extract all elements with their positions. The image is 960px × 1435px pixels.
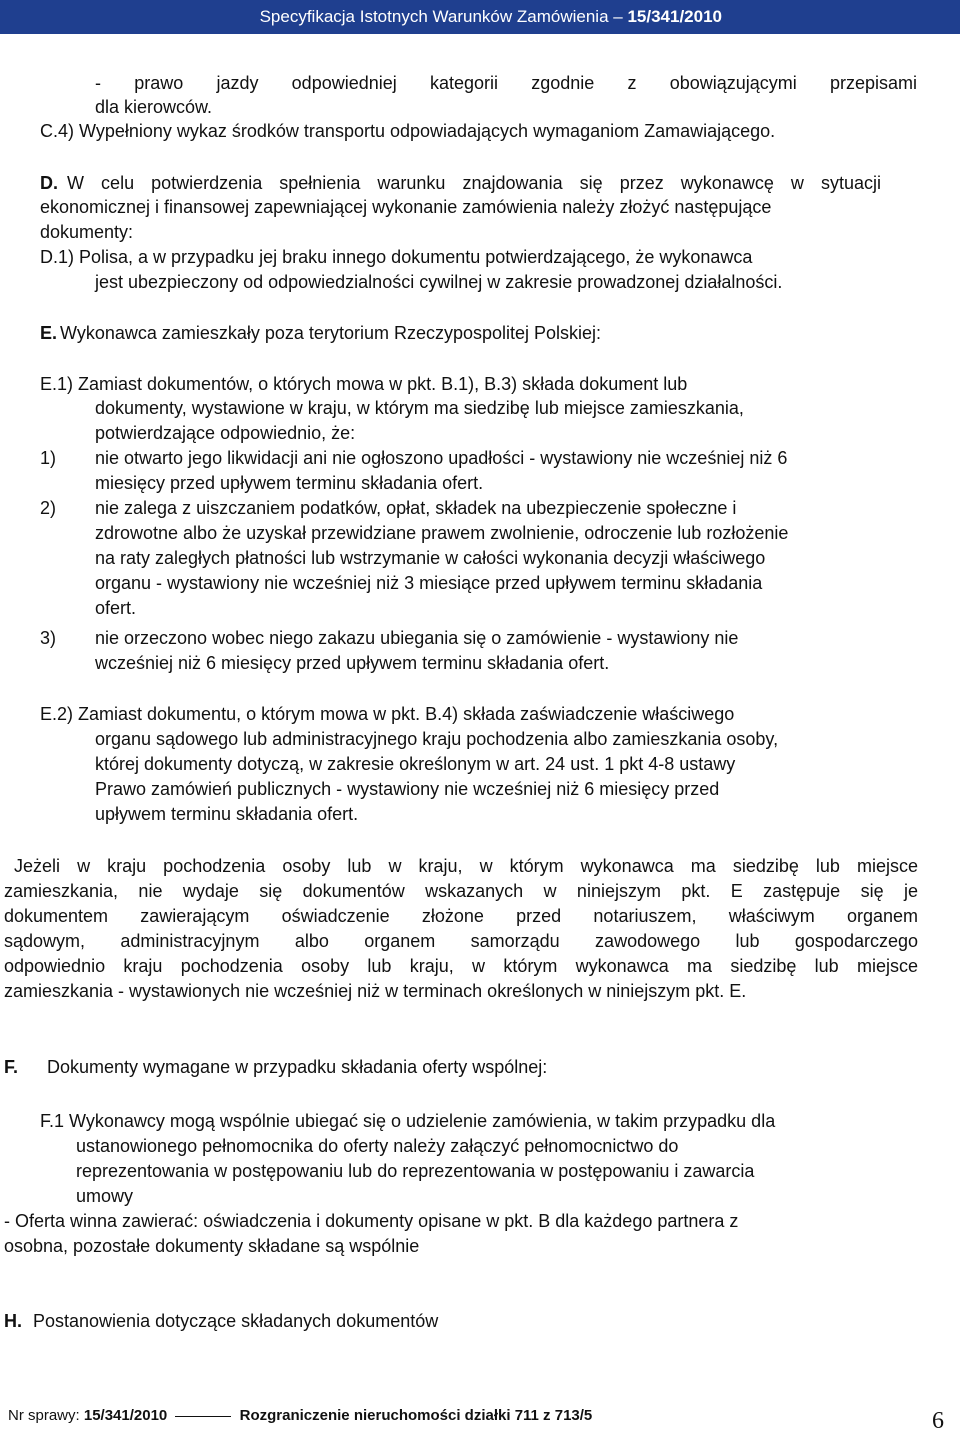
- text-line: upływem terminu składania ofert.: [95, 804, 359, 824]
- text-line: F.1 Wykonawcy mogą wspólnie ubiegać się o udzielenie zamówienia, w takim przypadku dla: [40, 1111, 776, 1131]
- text-line: potwierdzające odpowiednio, że:: [95, 423, 356, 443]
- text-line: miesięcy przed upływem terminu składania ofert.: [95, 473, 484, 493]
- footer-case-label: Nr sprawy:: [8, 1407, 80, 1424]
- section-d-label: D.: [40, 173, 58, 193]
- text-line: odpowiednio kraju pochodzenia osoby lub kraju, w którym wykonawca ma siedzibę lub miejsce: [4, 956, 918, 976]
- text-line: jest ubezpieczony od odpowiedzialności cywilnej w zakresie prowadzonej działalności.: [95, 272, 783, 292]
- text-line: W celu potwierdzenia spełnienia warunku znajdowania się przez wykonawcę w sytuacji: [67, 173, 881, 193]
- section-e-label: E.: [40, 323, 58, 343]
- text-line: C.4) Wypełniony wykaz środków transportu odpowiadających wymaganiom Zamawiającego.: [40, 121, 776, 141]
- section-h-label: H.: [4, 1311, 22, 1331]
- document-footer: [8, 1407, 592, 1424]
- footer-dash: [175, 1416, 231, 1417]
- page-number: 6: [932, 1408, 944, 1434]
- header-title: Specyfikacja Istotnych Warunków Zamówienia –: [259, 7, 623, 26]
- section-f-label: F.: [4, 1057, 19, 1077]
- section-f-title: Dokumenty wymagane w przypadku składania oferty wspólnej:: [47, 1057, 548, 1077]
- text-line: Prawo zamówień publicznych - wystawiony nie wcześniej niż 6 miesięcy przed: [95, 779, 720, 799]
- text-line: ofert.: [95, 598, 137, 618]
- text-line: której dokumenty dotyczą, w zakresie określonym w art. 24 ust. 1 pkt 4-8 ustawy: [95, 754, 736, 774]
- text-line: organu - wystawiony nie wcześniej niż 3 miesiące przed upływem terminu składania: [95, 573, 763, 593]
- text-line: dla kierowców.: [95, 97, 213, 117]
- text-line: D.1) Polisa, a w przypadku jej braku innego dokumentu potwierdzającego, że wykonawca: [40, 247, 753, 267]
- text-line: ekonomicznej i finansowej zapewniającej wykonanie zamówienia należy złożyć następujące: [40, 197, 772, 217]
- footer-subject: Rozgraniczenie nieruchomości działki 711 z 713/5: [239, 1407, 593, 1424]
- text-line: na raty zaległych płatności lub wstrzymanie w całości wykonania decyzji właściwego: [95, 548, 766, 568]
- text-line: nie zalega z uiszczaniem podatków, opłat, składek na ubezpieczenie społeczne i: [95, 498, 737, 518]
- text-line: nie orzeczono wobec niego zakazu ubiegania się o zamówienie - wystawiony nie: [95, 628, 739, 648]
- text-line: sądowym, administracyjnym albo organem samorządu zawodowego lub gospodarczego: [4, 931, 918, 951]
- list-number: 1): [40, 448, 57, 468]
- text-line: E.2) Zamiast dokumentu, o którym mowa w pkt. B.4) składa zaświadczenie właściwego: [40, 704, 735, 724]
- text-line: wcześniej niż 6 miesięcy przed upływem terminu składania ofert.: [95, 653, 610, 673]
- text-line: zdrowotne albo że uzyskał przewidziane prawem zwolnienie, odroczenie lub rozłożenie: [95, 523, 789, 543]
- list-number: 3): [40, 628, 57, 648]
- text-line: E.1) Zamiast dokumentów, o których mowa w pkt. B.1), B.3) składa dokument lub: [40, 374, 688, 394]
- text-line: Jeżeli w kraju pochodzenia osoby lub w kraju, w którym wykonawca ma siedzibę lub miejsce: [14, 856, 918, 876]
- text-line: dokumenty:: [40, 222, 134, 242]
- text-line: nie otwarto jego likwidacji ani nie ogłoszono upadłości - wystawiony nie wcześniej niż 6: [95, 448, 788, 468]
- section-h-title: Postanowienia dotyczące składanych dokumentów: [33, 1311, 439, 1331]
- text-line: osobna, pozostałe dokumenty składane są wspólnie: [4, 1236, 420, 1256]
- text-line: - Oferta winna zawierać: oświadczenia i dokumenty opisane w pkt. B dla każdego partnera z: [4, 1211, 739, 1231]
- text-line: dokumenty, wystawione w kraju, w którym ma siedzibę lub miejsce zamieszkania,: [95, 398, 744, 418]
- text-line: zamieszkania, nie wydaje się dokumentów wskazanych w niniejszym pkt. E zastępuje się je: [4, 881, 918, 901]
- text-line: dokumentem zawierającym oświadczenie złożone przed notariuszem, właściwym organem: [4, 906, 918, 926]
- text-line: organu sądowego lub administracyjnego kraju pochodzenia albo zamieszkania osoby,: [95, 729, 779, 749]
- text-line: reprezentowania w postępowaniu lub do reprezentowania w postępowaniu i zawarcia: [76, 1161, 755, 1181]
- list-number: 2): [40, 498, 57, 518]
- text-line: zamieszkania - wystawionych nie wcześniej niż w terminach określonych w niniejszym pkt. E.: [4, 981, 747, 1001]
- document-header: [0, 0, 960, 34]
- header-number: 15/341/2010: [627, 7, 722, 26]
- footer-case-number: 15/341/2010: [83, 1407, 168, 1424]
- text-line: - prawo jazdy odpowiedniej kategorii zgodnie z obowiązującymi przepisami: [95, 73, 917, 93]
- section-e-title: Wykonawca zamieszkały poza terytorium Rzeczypospolitej Polskiej:: [60, 323, 602, 343]
- text-line: ustanowionego pełnomocnika do oferty należy załączyć pełnomocnictwo do: [76, 1136, 679, 1156]
- text-line: umowy: [76, 1186, 134, 1206]
